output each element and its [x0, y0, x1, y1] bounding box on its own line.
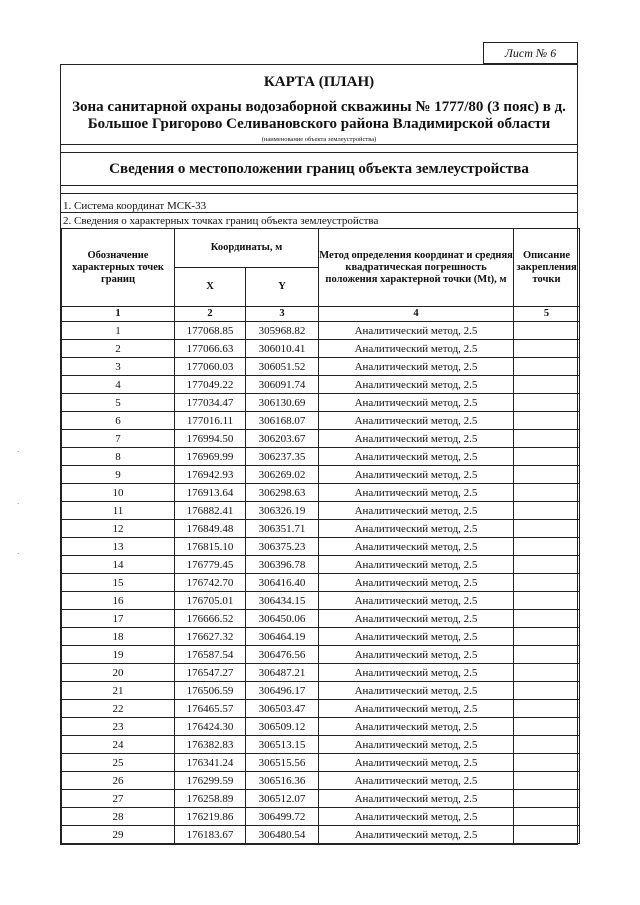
- points-table: [61, 228, 580, 844]
- header-description: Описание закрепления точки: [514, 229, 580, 307]
- y-coordinate: 306168.07: [246, 412, 319, 430]
- table-row: [62, 322, 580, 340]
- x-coordinate: 176815.10: [175, 538, 246, 556]
- point-number: 19: [62, 646, 175, 664]
- y-coordinate: 306509.12: [246, 718, 319, 736]
- method-cell: Аналитический метод, 2.5: [319, 592, 514, 610]
- method-cell: Аналитический метод, 2.5: [319, 322, 514, 340]
- y-coordinate: 306326.19: [246, 502, 319, 520]
- point-number: 26: [62, 772, 175, 790]
- x-coordinate: 176994.50: [175, 430, 246, 448]
- table-row: [62, 754, 580, 772]
- point-number: 17: [62, 610, 175, 628]
- description-cell: [514, 772, 580, 790]
- scan-artifact: ·: [17, 448, 20, 456]
- method-cell: Аналитический метод, 2.5: [319, 826, 514, 844]
- table-row: [62, 394, 580, 412]
- method-cell: Аналитический метод, 2.5: [319, 682, 514, 700]
- x-coordinate: 176299.59: [175, 772, 246, 790]
- table-row: [62, 790, 580, 808]
- point-number: 18: [62, 628, 175, 646]
- point-number: 24: [62, 736, 175, 754]
- column-number: 4: [319, 307, 514, 322]
- description-cell: [514, 538, 580, 556]
- table-row: [62, 574, 580, 592]
- point-number: 27: [62, 790, 175, 808]
- y-coordinate: 306375.23: [246, 538, 319, 556]
- description-cell: [514, 646, 580, 664]
- description-cell: [514, 808, 580, 826]
- x-coordinate: 176587.54: [175, 646, 246, 664]
- x-coordinate: 176219.86: [175, 808, 246, 826]
- point-number: 22: [62, 700, 175, 718]
- y-coordinate: 306269.02: [246, 466, 319, 484]
- x-coordinate: 177016.11: [175, 412, 246, 430]
- x-coordinate: 177066.63: [175, 340, 246, 358]
- description-cell: [514, 556, 580, 574]
- y-coordinate: 306091.74: [246, 376, 319, 394]
- method-cell: Аналитический метод, 2.5: [319, 574, 514, 592]
- document-subtitle: [61, 99, 577, 133]
- x-coordinate: 176913.64: [175, 484, 246, 502]
- description-cell: [514, 736, 580, 754]
- x-coordinate: 176849.48: [175, 520, 246, 538]
- section-title: Сведения о местоположении границ объекта землеустройства: [61, 152, 577, 186]
- description-cell: [514, 574, 580, 592]
- description-cell: [514, 754, 580, 772]
- description-cell: [514, 484, 580, 502]
- scan-artifact: ·: [17, 500, 20, 508]
- description-cell: [514, 790, 580, 808]
- y-coordinate: 306513.15: [246, 736, 319, 754]
- description-cell: [514, 502, 580, 520]
- table-row: [62, 826, 580, 844]
- point-number: 20: [62, 664, 175, 682]
- table-row: [62, 736, 580, 754]
- x-coordinate: 176882.41: [175, 502, 246, 520]
- method-cell: Аналитический метод, 2.5: [319, 502, 514, 520]
- description-cell: [514, 664, 580, 682]
- description-cell: [514, 358, 580, 376]
- subtitle-line-1: Зона санитарной охраны водозаборной скважины № 1777/80 (3 пояс) в д.: [72, 99, 566, 115]
- description-cell: [514, 682, 580, 700]
- x-coordinate: 177049.22: [175, 376, 246, 394]
- method-cell: Аналитический метод, 2.5: [319, 538, 514, 556]
- x-coordinate: 176341.24: [175, 754, 246, 772]
- point-number: 9: [62, 466, 175, 484]
- point-number: 10: [62, 484, 175, 502]
- y-coordinate: 306480.54: [246, 826, 319, 844]
- point-number: 13: [62, 538, 175, 556]
- point-number: 3: [62, 358, 175, 376]
- method-cell: Аналитический метод, 2.5: [319, 448, 514, 466]
- table-row: [62, 592, 580, 610]
- y-coordinate: 306496.17: [246, 682, 319, 700]
- description-cell: [514, 718, 580, 736]
- x-coordinate: 176506.59: [175, 682, 246, 700]
- y-coordinate: 306434.15: [246, 592, 319, 610]
- table-row: [62, 682, 580, 700]
- header-x: X: [175, 268, 246, 307]
- y-coordinate: 306512.07: [246, 790, 319, 808]
- x-coordinate: 176382.83: [175, 736, 246, 754]
- method-cell: Аналитический метод, 2.5: [319, 790, 514, 808]
- y-coordinate: 306416.40: [246, 574, 319, 592]
- description-cell: [514, 466, 580, 484]
- method-cell: Аналитический метод, 2.5: [319, 664, 514, 682]
- method-cell: Аналитический метод, 2.5: [319, 430, 514, 448]
- description-cell: [514, 700, 580, 718]
- point-number: 1: [62, 322, 175, 340]
- header-method: Метод определения координат и средняя квадратическая погрешность положения характерной точки (Mt), м: [319, 229, 514, 307]
- document-frame: [60, 64, 578, 845]
- x-coordinate: 176547.27: [175, 664, 246, 682]
- y-coordinate: 306516.36: [246, 772, 319, 790]
- y-coordinate: 306464.19: [246, 628, 319, 646]
- method-cell: Аналитический метод, 2.5: [319, 466, 514, 484]
- description-cell: [514, 628, 580, 646]
- scan-artifact: ·: [17, 550, 20, 558]
- description-cell: [514, 520, 580, 538]
- description-cell: [514, 430, 580, 448]
- table-row: [62, 430, 580, 448]
- y-coordinate: 306515.56: [246, 754, 319, 772]
- x-coordinate: 176705.01: [175, 592, 246, 610]
- method-cell: Аналитический метод, 2.5: [319, 772, 514, 790]
- table-row: [62, 610, 580, 628]
- x-coordinate: 176258.89: [175, 790, 246, 808]
- table-row: [62, 376, 580, 394]
- x-coordinate: 176942.93: [175, 466, 246, 484]
- point-number: 29: [62, 826, 175, 844]
- method-cell: Аналитический метод, 2.5: [319, 646, 514, 664]
- y-coordinate: 306476.56: [246, 646, 319, 664]
- point-number: 28: [62, 808, 175, 826]
- description-cell: [514, 340, 580, 358]
- x-coordinate: 176779.45: [175, 556, 246, 574]
- point-number: 14: [62, 556, 175, 574]
- header-coordinates: Координаты, м: [175, 229, 319, 268]
- map-header: [61, 65, 577, 145]
- description-cell: [514, 592, 580, 610]
- x-coordinate: 176666.52: [175, 610, 246, 628]
- point-number: 12: [62, 520, 175, 538]
- table-row: [62, 700, 580, 718]
- description-cell: [514, 376, 580, 394]
- table-row: [62, 502, 580, 520]
- y-coordinate: 306298.63: [246, 484, 319, 502]
- description-cell: [514, 394, 580, 412]
- table-row: [62, 340, 580, 358]
- method-cell: Аналитический метод, 2.5: [319, 700, 514, 718]
- point-number: 11: [62, 502, 175, 520]
- point-number: 6: [62, 412, 175, 430]
- y-coordinate: 306396.78: [246, 556, 319, 574]
- y-coordinate: 306010.41: [246, 340, 319, 358]
- column-number: 2: [175, 307, 246, 322]
- description-cell: [514, 412, 580, 430]
- header-y: Y: [246, 268, 319, 307]
- method-cell: Аналитический метод, 2.5: [319, 808, 514, 826]
- point-number: 2: [62, 340, 175, 358]
- subtitle-line-2: Большое Григорово Селивановского района Владимирской области: [87, 116, 551, 132]
- table-row: [62, 718, 580, 736]
- y-coordinate: 306130.69: [246, 394, 319, 412]
- x-coordinate: 176742.70: [175, 574, 246, 592]
- point-number: 15: [62, 574, 175, 592]
- description-cell: [514, 322, 580, 340]
- y-coordinate: 306203.67: [246, 430, 319, 448]
- method-cell: Аналитический метод, 2.5: [319, 754, 514, 772]
- points-caption: 2. Сведения о характерных точках границ объекта землеустройства: [63, 214, 379, 227]
- column-number: 1: [62, 307, 175, 322]
- object-note: (наименование объекта землеустройства): [261, 136, 377, 143]
- description-cell: [514, 610, 580, 628]
- point-number: 5: [62, 394, 175, 412]
- table-row: [62, 358, 580, 376]
- method-cell: Аналитический метод, 2.5: [319, 520, 514, 538]
- method-cell: Аналитический метод, 2.5: [319, 394, 514, 412]
- table-row: [62, 466, 580, 484]
- method-cell: Аналитический метод, 2.5: [319, 484, 514, 502]
- table-row: [62, 520, 580, 538]
- description-cell: [514, 448, 580, 466]
- x-coordinate: 176969.99: [175, 448, 246, 466]
- method-cell: Аналитический метод, 2.5: [319, 610, 514, 628]
- x-coordinate: 177060.03: [175, 358, 246, 376]
- column-number: 3: [246, 307, 319, 322]
- table-row: [62, 412, 580, 430]
- table-row: [62, 664, 580, 682]
- points-table-body: [62, 322, 580, 844]
- description-cell: [514, 826, 580, 844]
- method-cell: Аналитический метод, 2.5: [319, 412, 514, 430]
- point-number: 25: [62, 754, 175, 772]
- point-number: 21: [62, 682, 175, 700]
- y-coordinate: 306237.35: [246, 448, 319, 466]
- x-coordinate: 177034.47: [175, 394, 246, 412]
- method-cell: Аналитический метод, 2.5: [319, 718, 514, 736]
- method-cell: Аналитический метод, 2.5: [319, 556, 514, 574]
- method-cell: Аналитический метод, 2.5: [319, 340, 514, 358]
- table-row: [62, 538, 580, 556]
- point-number: 16: [62, 592, 175, 610]
- point-number: 4: [62, 376, 175, 394]
- header-point-designation: Обозначение характерных точек границ: [62, 229, 175, 307]
- table-row: [62, 772, 580, 790]
- x-coordinate: 176465.57: [175, 700, 246, 718]
- table-row: [62, 448, 580, 466]
- sheet-number: Лист № 6: [483, 42, 578, 64]
- x-coordinate: 176183.67: [175, 826, 246, 844]
- point-number: 23: [62, 718, 175, 736]
- table-row: [62, 556, 580, 574]
- method-cell: Аналитический метод, 2.5: [319, 376, 514, 394]
- y-coordinate: 306450.06: [246, 610, 319, 628]
- method-cell: Аналитический метод, 2.5: [319, 358, 514, 376]
- x-coordinate: 177068.85: [175, 322, 246, 340]
- document-title: КАРТА (ПЛАН): [263, 74, 375, 90]
- y-coordinate: 306051.52: [246, 358, 319, 376]
- table-row: [62, 808, 580, 826]
- column-number: 5: [514, 307, 580, 322]
- y-coordinate: 306499.72: [246, 808, 319, 826]
- table-row: [62, 628, 580, 646]
- x-coordinate: 176627.32: [175, 628, 246, 646]
- y-coordinate: 305968.82: [246, 322, 319, 340]
- method-cell: Аналитический метод, 2.5: [319, 628, 514, 646]
- y-coordinate: 306487.21: [246, 664, 319, 682]
- point-number: 7: [62, 430, 175, 448]
- point-number: 8: [62, 448, 175, 466]
- coordinate-system: 1. Система координат МСК-33: [61, 193, 577, 213]
- y-coordinate: 306503.47: [246, 700, 319, 718]
- y-coordinate: 306351.71: [246, 520, 319, 538]
- table-row: [62, 646, 580, 664]
- table-row: [62, 484, 580, 502]
- x-coordinate: 176424.30: [175, 718, 246, 736]
- method-cell: Аналитический метод, 2.5: [319, 736, 514, 754]
